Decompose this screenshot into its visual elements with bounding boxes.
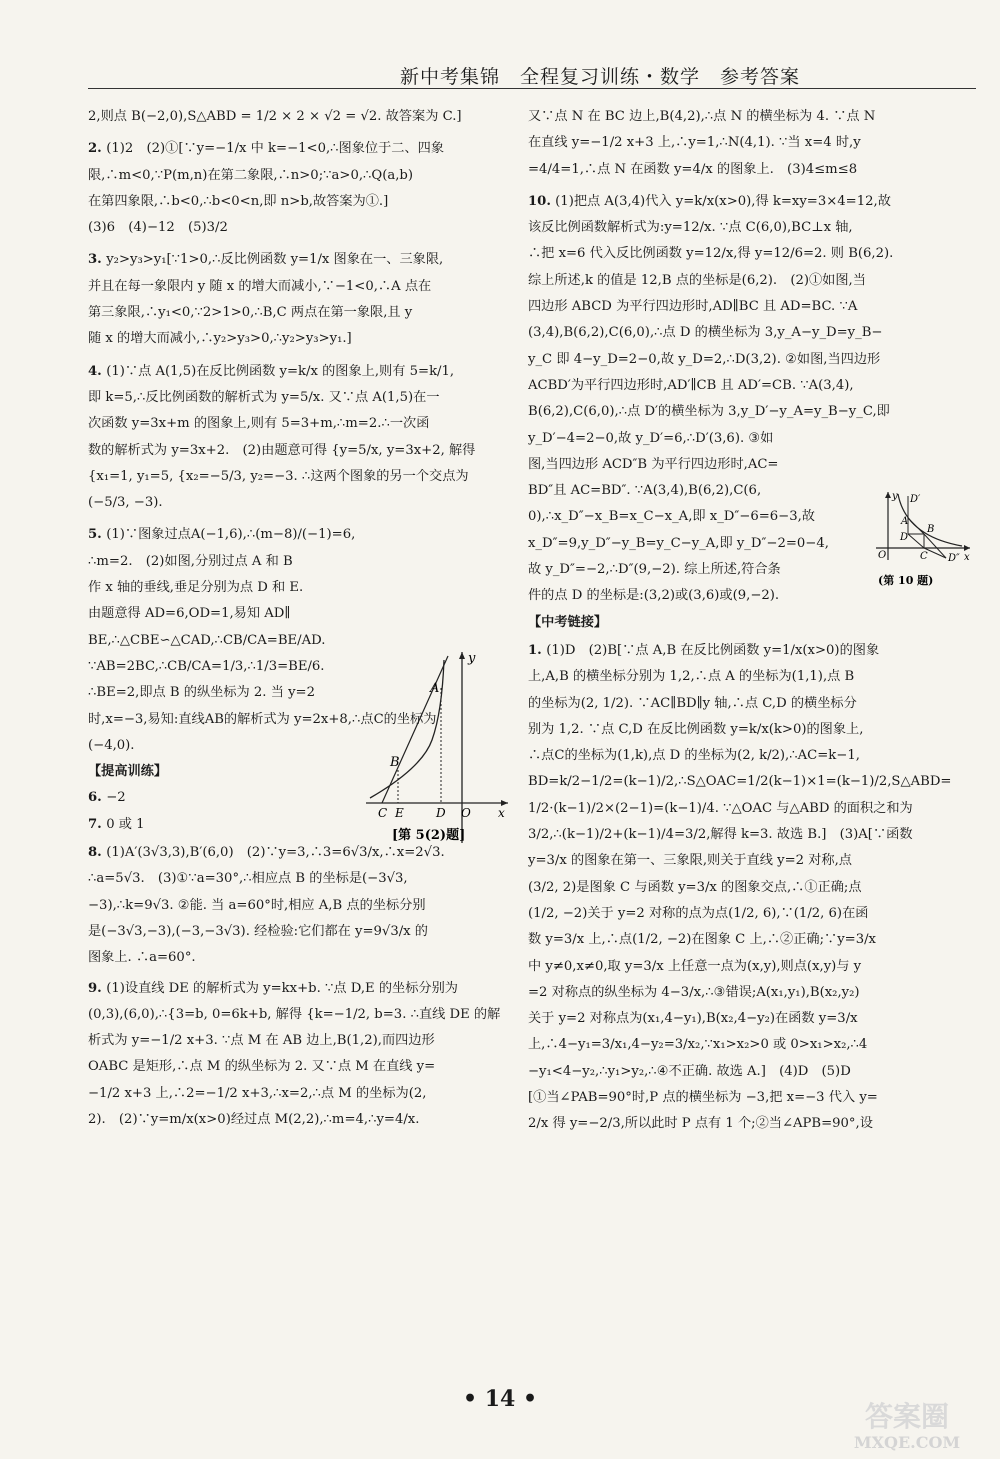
question-number: 4. bbox=[88, 363, 102, 379]
answer-text: y_D′−4=2−0,故 y_D′=6,∴D′(3,6). ③如 bbox=[528, 430, 774, 446]
answer-line bbox=[528, 1111, 978, 1137]
figure-q5-line-ab bbox=[382, 656, 448, 803]
answer-line bbox=[88, 359, 506, 385]
answer-line bbox=[528, 215, 978, 241]
answer-line bbox=[88, 945, 506, 971]
answer-text: ∴把 x=6 代入反比例函数 y=12/x,得 y=12/6=2. 则 B(6,2). bbox=[528, 246, 894, 262]
answer-line bbox=[88, 601, 360, 627]
figure-q5-label: D bbox=[436, 806, 446, 820]
question-number: 5. bbox=[88, 527, 102, 543]
answer-text: OABC 是矩形,∴点 M 的纵坐标为 2. 又∵点 M 在直线 y= bbox=[88, 1059, 436, 1075]
answer-text: y_C 即 4−y_D=2−0,故 y_D=2,∴D(3,2). ②如图,当四边形 bbox=[528, 351, 881, 367]
question-number: 2. bbox=[88, 141, 102, 157]
answer-line bbox=[88, 326, 506, 352]
answer-text: 关于 y=2 对称点为(x₁,4−y₁),B(x₂,4−y₂)在函数 y=3/x bbox=[528, 1011, 858, 1027]
answer-text: (1)设直线 DE 的解析式为 y=kx+b. ∵点 D,E 的坐标分别为 bbox=[106, 980, 458, 996]
answer-line bbox=[88, 136, 506, 162]
answer-line bbox=[88, 866, 506, 892]
answer-block bbox=[88, 247, 506, 352]
answer-block bbox=[88, 840, 506, 971]
answer-text: 故 y_D″=−2,∴D″(9,−2). 综上所述,符合条 bbox=[528, 562, 781, 578]
answer-line bbox=[528, 848, 978, 874]
figure-q5-label: A bbox=[430, 681, 440, 696]
answer-text: (1)D (2)B[∵点 A,B 在反比例函数 y=1/x(x>0)的图象 bbox=[546, 642, 880, 658]
answer-text: ACBD′为平行四边形时,AD′∥CB 且 AD′=CB. ∵A(3,4), bbox=[528, 377, 854, 393]
answer-line bbox=[528, 294, 978, 320]
answer-line bbox=[88, 411, 506, 437]
answer-line bbox=[88, 976, 506, 1002]
answer-line bbox=[528, 189, 978, 215]
answer-line bbox=[528, 347, 978, 373]
answer-line bbox=[528, 373, 978, 399]
answer-text: 0 或 1 bbox=[106, 816, 145, 832]
answer-line bbox=[528, 875, 978, 901]
watermark-logo bbox=[835, 1396, 980, 1452]
figure-q5-label: O bbox=[461, 806, 471, 820]
svg-text:答案圈: 答案圈 bbox=[864, 1400, 950, 1433]
answer-text: 在第四象限,∴b<0,∴b<0<n,即 n>b,故答案为①.] bbox=[88, 193, 389, 209]
figure-q5-label: B bbox=[390, 755, 400, 770]
question-number: 8. bbox=[88, 845, 102, 861]
question-number: 3. bbox=[88, 252, 102, 268]
answer-text: {x₁=1, y₁=5, {x₂=−5/3, y₂=−3. ∴这两个图象的另一个交点为 bbox=[88, 468, 469, 484]
answer-text: (1)2 (2)①[∵y=−1/x 中 k=−1<0,∴图象位于二、四象 bbox=[106, 141, 445, 157]
answer-text: 由题意得 AD=6,OD=1,易知 AD∥ bbox=[88, 606, 291, 622]
answer-text: (1/2, −2)关于 y=2 对称的点为点(1/2, 6),∵(1/2, 6)在函 bbox=[528, 905, 869, 921]
answer-line bbox=[88, 1081, 506, 1107]
figure-q5-label: E bbox=[395, 806, 404, 820]
answer-text: 的坐标为(2, 1/2). ∵AC∥BD∥y 轴,∴点 C,D 的横坐标分 bbox=[528, 695, 857, 711]
question-number: 7. bbox=[88, 816, 102, 832]
figure-q10-label: D′ bbox=[910, 494, 921, 505]
answer-text: (3)6 (4)−12 (5)3/2 bbox=[88, 220, 228, 236]
question-number: 9. bbox=[88, 980, 102, 996]
figure-q5-label: x bbox=[498, 806, 505, 820]
answer-text: 数 y=3/x 上,∴点(1/2, −2)在图象 C 上,∴②正确;∵y=3/x bbox=[528, 932, 876, 948]
answer-line bbox=[528, 504, 868, 530]
answer-line bbox=[528, 1085, 978, 1111]
header-rule bbox=[88, 88, 976, 89]
answer-line bbox=[88, 1028, 506, 1054]
answer-line bbox=[528, 157, 978, 183]
answer-line bbox=[88, 893, 506, 919]
figure-q10-label: A bbox=[901, 516, 909, 527]
answer-text: 即 k=5,∴反比例函数的解析式为 y=5/x. 又∵点 A(1,5)在一 bbox=[88, 389, 440, 405]
answer-text: −y₁<4−y₂,∴y₁>y₂,∴④不正确. 故选 A.] (4)D (5)D bbox=[528, 1063, 851, 1079]
answer-text: 0),∴x_D″−x_B=x_C−x_A,即 x_D″−6=6−3,故 bbox=[528, 509, 815, 525]
answer-text: ∴a=5√3. (3)①∵a=30°,∴相应点 B 的坐标是(−3√3, bbox=[88, 871, 408, 887]
answer-block bbox=[88, 976, 506, 1134]
answer-line bbox=[528, 268, 978, 294]
answer-text: 2). (2)∵y=m/x(x>0)经过点 M(2,2),∴m=4,∴y=4/x. bbox=[88, 1111, 420, 1127]
answer-text: (1)∵点 A(1,5)在反比例函数 y=k/x 的图象上,则有 5=k/1, bbox=[106, 363, 455, 379]
answer-line bbox=[528, 769, 978, 795]
answer-text: 图象上. ∴a=60°. bbox=[88, 950, 196, 966]
answer-text: BD=k/2−1/2=(k−1)/2,∴S△OAC=1/2(k−1)×1=(k−1)/2,S△ABD= bbox=[528, 774, 952, 790]
answer-line bbox=[88, 654, 360, 680]
answer-text: (1)∵图象过点A(−1,6),∴(m−8)/(−1)=6, bbox=[106, 527, 356, 543]
section-heading bbox=[528, 610, 978, 636]
answer-text: 上,∴4−y₁=3/x₁,4−y₂=3/x₂,∵x₁>x₂>0 或 0>x₁>x₂,∴4 bbox=[528, 1037, 868, 1053]
answer-text: 数的解析式为 y=3x+2. (2)由题意可得 {y=5/x, y=3x+2, 解得 bbox=[88, 442, 476, 458]
answer-text: ∴BE=2,即点 B 的纵坐标为 2. 当 y=2 bbox=[88, 685, 315, 701]
answer-line bbox=[528, 822, 978, 848]
answer-line bbox=[528, 717, 978, 743]
answer-line bbox=[528, 531, 868, 557]
answer-line bbox=[528, 901, 978, 927]
answer-text: x_D″=9,y_D″−y_B=y_C−y_A,即 y_D″−2=0−4, bbox=[528, 535, 829, 551]
answer-line bbox=[88, 1054, 506, 1080]
figure-q10-label: x bbox=[964, 552, 970, 563]
answer-line bbox=[88, 680, 360, 706]
answer-text: B(6,2),C(6,0),∴点 D′的横坐标为 3,y_D′−y_A=y_B−y_C,即 bbox=[528, 404, 890, 420]
answer-line bbox=[528, 796, 978, 822]
answer-line bbox=[88, 274, 506, 300]
answer-line bbox=[88, 247, 506, 273]
answer-line bbox=[528, 954, 978, 980]
answer-text: =4/4=1,∴点 N 在函数 y=4/x 的图象上. (3)4≤m≤8 bbox=[528, 161, 858, 177]
answer-text: 3/2,∴(k−1)/2+(k−1)/4=3/2,解得 k=3. 故选 B.] (3)A[∵函数 bbox=[528, 827, 913, 843]
answer-line bbox=[88, 1107, 506, 1133]
answer-text: 四边形 ABCD 为平行四边形时,AD∥BC 且 AD=BC. ∵A bbox=[528, 299, 858, 315]
answer-line bbox=[88, 189, 506, 215]
answer-text: (0,3),(6,0),∴{3=b, 0=6k+b, 解得 {k=−1/2, b=3. ∴直线 DE 的解 bbox=[88, 1006, 501, 1022]
answer-text: 2,则点 B(−2,0),S△ABD = 1/2 × 2 × √2 = √2. 故答案为 C.] bbox=[88, 109, 462, 124]
answer-line bbox=[88, 215, 506, 241]
answer-line bbox=[528, 980, 978, 1006]
answer-text: 又∵点 N 在 BC 边上,B(4,2),∴点 N 的横坐标为 4. ∵点 N bbox=[528, 109, 876, 124]
answer-text: y₂>y₃>y₁[∵1>0,∴反比例函数 y=1/x 图象在一、三象限, bbox=[106, 252, 444, 268]
question-number: 10. bbox=[528, 193, 551, 209]
figure-q5-caption: [第 5(2)题] bbox=[392, 828, 466, 843]
answer-text: ∴点C的坐标为(1,k),点 D 的坐标为(2, k/2),∴AC=k−1, bbox=[528, 748, 860, 764]
answer-line bbox=[528, 1006, 978, 1032]
figure-q10-label: D bbox=[900, 532, 909, 543]
answer-text: 随 x 的增大而减小,∴y₂>y₃>0,∴y₂>y₃>y₁.] bbox=[88, 331, 352, 347]
answer-line bbox=[528, 664, 978, 690]
answer-line bbox=[528, 638, 978, 664]
answer-text: −3),∴k=9√3. ②能. 当 a=60°时,相应 A,B 点的坐标分别 bbox=[88, 897, 426, 913]
answer-line bbox=[528, 1059, 978, 1085]
answer-line bbox=[528, 399, 978, 425]
page-header: 新中考集锦 全程复习训练・数学 参考答案 bbox=[399, 66, 800, 88]
section-title: 【中考链接】 bbox=[528, 614, 608, 630]
figure-q5-label: y bbox=[468, 651, 476, 666]
answer-line bbox=[88, 490, 506, 516]
figure-q10 bbox=[872, 488, 972, 598]
question-number: 1. bbox=[528, 642, 542, 658]
figure-q10-label: D″ bbox=[948, 553, 960, 564]
figure-q10-caption: (第 10 题) bbox=[878, 574, 934, 587]
answer-text: 上,A,B 的横坐标分别为 1,2,∴点 A 的坐标为(1,1),点 B bbox=[528, 669, 855, 685]
answer-text: (−4,0). bbox=[88, 737, 135, 753]
answer-text: 别为 1,2. ∵点 C,D 在反比例函数 y=k/x(k>0)的图象上, bbox=[528, 721, 864, 737]
answer-block bbox=[88, 359, 506, 517]
figure-q10-label: B bbox=[927, 524, 935, 535]
answer-block bbox=[88, 104, 506, 130]
section-title: 【提高训练】 bbox=[88, 764, 168, 780]
answer-line bbox=[528, 130, 978, 156]
answer-block bbox=[528, 638, 978, 1138]
figure-q10-label: C bbox=[920, 551, 928, 562]
answer-line bbox=[528, 743, 978, 769]
answer-text: 并且在每一象限内 y 随 x 的增大而减小,∵−1<0,∴A 点在 bbox=[88, 278, 432, 294]
figure-q10-label: O bbox=[878, 550, 887, 561]
answer-line bbox=[528, 583, 868, 609]
answer-text: −1/2 x+3 上,∴2=−1/2 x+3,∴x=2,∴点 M 的坐标为(2, bbox=[88, 1085, 427, 1101]
answer-text: 第三象限,∴y₁<0,∵2>1>0,∴B,C 两点在第一象限,且 y bbox=[88, 305, 413, 321]
answer-line bbox=[88, 385, 506, 411]
answer-text: 在直线 y=−1/2 x+3 上,∴y=1,∴N(4,1). ∵当 x=4 时,y bbox=[528, 135, 861, 151]
answer-line bbox=[528, 241, 978, 267]
answer-text: (−5/3, −3). bbox=[88, 495, 163, 511]
answer-text: ∴m=2. (2)如图,分别过点 A 和 B bbox=[88, 553, 293, 569]
answer-text: y=3/x 的图象在第一、三象限,则关于直线 y=2 对称,点 bbox=[528, 853, 852, 869]
answer-text: =2 对称点的纵坐标为 4−3/x,∴③错误;A(x₁,y₁),B(x₂,y₂) bbox=[528, 984, 860, 1000]
answer-block bbox=[88, 136, 506, 241]
left-column bbox=[88, 104, 506, 1133]
answer-line bbox=[528, 927, 978, 953]
answer-line bbox=[528, 691, 978, 717]
answer-text: (1)把点 A(3,4)代入 y=k/x(x>0),得 k=xy=3×4=12,故 bbox=[555, 193, 891, 209]
figure-q10-label: y bbox=[892, 491, 898, 502]
answer-line bbox=[88, 300, 506, 326]
figure-q5-label: C bbox=[378, 806, 388, 820]
answer-line bbox=[88, 1002, 506, 1028]
answer-text: 次函数 y=3x+m 的图象上,则有 5=3+m,∴m=2.∴一次函 bbox=[88, 416, 430, 432]
answer-text: BE,∴△CBE∽△CAD,∴CB/CA=BE/AD. bbox=[88, 632, 326, 648]
answer-line bbox=[88, 549, 360, 575]
svg-text:MXQE.COM: MXQE.COM bbox=[853, 1433, 961, 1452]
right-column bbox=[528, 104, 978, 1138]
answer-text: −2 bbox=[106, 790, 126, 806]
answer-text: ∵AB=2BC,∴CB/CA=1/3,∴1/3=BE/6. bbox=[88, 658, 325, 674]
page-number: • 14 • bbox=[462, 1386, 538, 1412]
answer-line bbox=[88, 464, 506, 490]
answer-text: 件的点 D 的坐标是:(3,2)或(3,6)或(9,−2). bbox=[528, 588, 780, 604]
answer-line bbox=[528, 1032, 978, 1058]
answer-text: 该反比例函数解析式为:y=12/x. ∵点 C(6,0),BC⊥x 轴, bbox=[528, 220, 853, 236]
question-number: 6. bbox=[88, 790, 102, 806]
answer-text: [①当∠PAB=90°时,P 点的横坐标为 −3,把 x=−3 代入 y= bbox=[528, 1089, 878, 1105]
answer-line bbox=[528, 320, 978, 346]
answer-text: 图,当四边形 ACD″B 为平行四边形时,AC= bbox=[528, 456, 779, 472]
figure-q5 bbox=[362, 648, 512, 848]
answer-text: 限,∴m<0,∵P(m,n)在第二象限,∴n>0;∵a>0,∴Q(a,b) bbox=[88, 167, 414, 183]
answer-line bbox=[528, 478, 868, 504]
answer-text: (3/2, 2)是图象 C 与函数 y=3/x 的图象交点,∴①正确;点 bbox=[528, 879, 862, 895]
answer-text: (1)A′(3√3,3),B′(6,0) (2)∵y=3,∴3=6√3/x,∴x=2√3. bbox=[106, 845, 445, 861]
answer-line bbox=[528, 426, 868, 452]
answer-text: (3,4),B(6,2),C(6,0),∴点 D 的横坐标为 3,y_A−y_D=y_B− bbox=[528, 325, 883, 341]
answer-line bbox=[88, 575, 360, 601]
answer-text: 2/x 得 y=−2/3,所以此时 P 点有 1 个;②当∠APB=90°,设 bbox=[528, 1116, 873, 1132]
answer-text: BD″且 AC=BD″. ∵A(3,4),B(6,2),C(6, bbox=[528, 483, 762, 499]
answer-line bbox=[528, 452, 868, 478]
answer-line bbox=[528, 104, 978, 130]
answer-text: 综上所述,k 的值是 12,B 点的坐标是(6,2). (2)①如图,当 bbox=[528, 272, 866, 288]
answer-text: 时,x=−3,易知:直线AB的解析式为 y=2x+8,∴点C的坐标为 bbox=[88, 711, 437, 727]
answer-line bbox=[528, 557, 868, 583]
answer-text: 析式为 y=−1/2 x+3. ∵点 M 在 AB 边上,B(1,2),而四边形 bbox=[88, 1033, 435, 1049]
answer-text: 作 x 轴的垂线,垂足分别为点 D 和 E. bbox=[88, 580, 304, 596]
answer-line bbox=[88, 438, 506, 464]
answer-text: 1/2·(k−1)/2×(2−1)=(k−1)/4. ∵△OAC 与△ABD 的面积之和为 bbox=[528, 800, 913, 816]
answer-text: 中 y≠0,x≠0,取 y=3/x 上任意一点为(x,y),则点(x,y)与 y bbox=[528, 958, 862, 974]
answer-text: 是(−3√3,−3),(−3,−3√3). 经检验:它们都在 y=9√3/x 的 bbox=[88, 923, 428, 939]
answer-line bbox=[88, 628, 360, 654]
answer-block bbox=[528, 104, 978, 183]
answer-line bbox=[88, 163, 506, 189]
answer-line bbox=[88, 104, 506, 130]
answer-line bbox=[88, 919, 506, 945]
answer-line bbox=[88, 522, 360, 548]
